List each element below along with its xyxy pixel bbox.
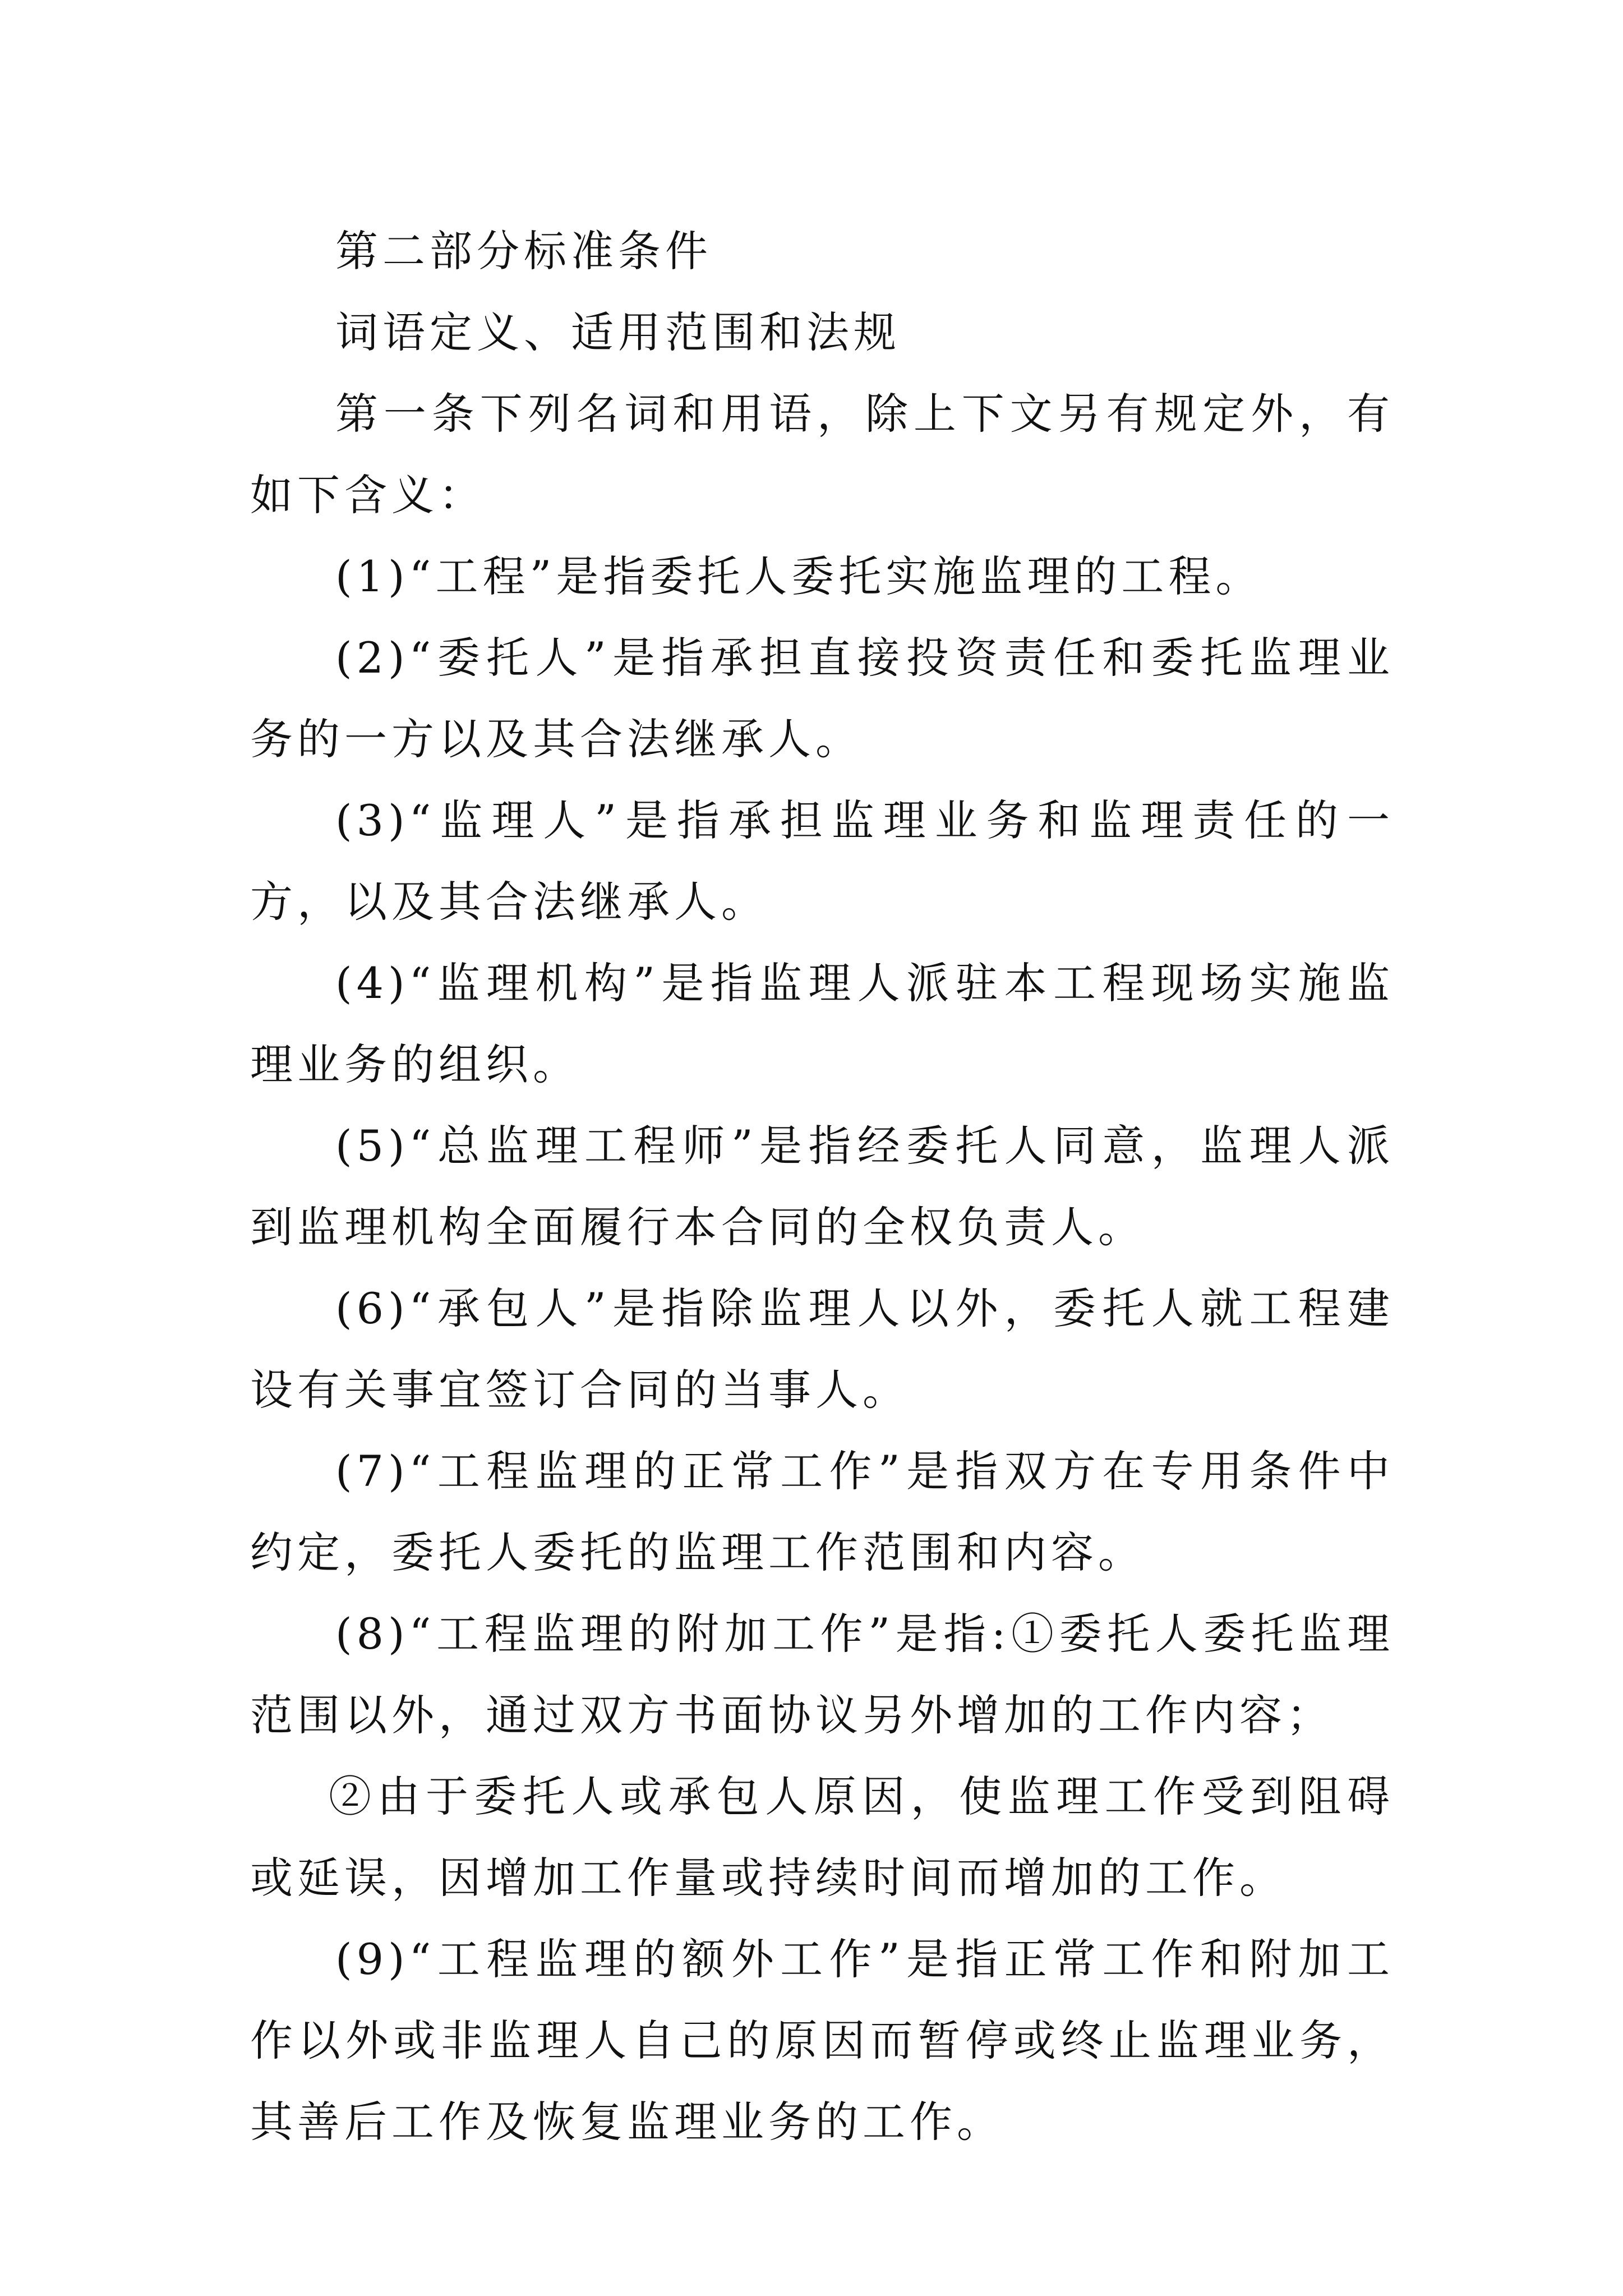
article-1: 第一条下列名词和用语，除上下文另有规定外，有如下含义： — [250, 389, 1394, 520]
definition-item-8-part-2: ②由于委托人或承包人原因，使监理工作受到阻碍或延误，因增加工作量或持续时间而增加的工作。 — [250, 1772, 1394, 1903]
document-body — [250, 210, 1394, 2162]
definition-item-8: (8)“工程监理的附加工作”是指:①委托人委托监理范围以外，通过双方书面协议另外增加的工作内容； — [250, 1609, 1394, 1740]
part-title: 第二部分标准条件 — [335, 226, 712, 276]
definition-item-7: (7)“工程监理的正常工作”是指双方在专用条件中约定，委托人委托的监理工作范围和内容。 — [250, 1446, 1394, 1577]
definition-item-6: (6)“承包人”是指除监理人以外，委托人就工程建设有关事宜签订合同的当事人。 — [250, 1283, 1394, 1415]
definition-item-1: (1)“工程”是指委托人委托实施监理的工程。 — [335, 551, 1263, 601]
definition-item-3: (3)“监理人”是指承担监理业务和监理责任的一方，以及其合法继承人。 — [250, 795, 1394, 927]
definition-item-5: (5)“总监理工程师”是指经委托人同意，监理人派到监理机构全面履行本合同的全权负责人。 — [250, 1121, 1394, 1252]
definition-item-2: (2)“委托人”是指承担直接投资责任和委托监理业务的一方以及其合法继承人。 — [250, 633, 1394, 764]
definition-item-9: (9)“工程监理的额外工作”是指正常工作和附加工作以外或非监理人自己的原因而暂停或终止监理业务，其善后工作及恢复监理业务的工作。 — [250, 1934, 1394, 2147]
section-title: 词语定义、适用范围和法规 — [335, 307, 901, 357]
definition-item-4: (4)“监理机构”是指监理人派驻本工程现场实施监理业务的组织。 — [250, 958, 1394, 1089]
